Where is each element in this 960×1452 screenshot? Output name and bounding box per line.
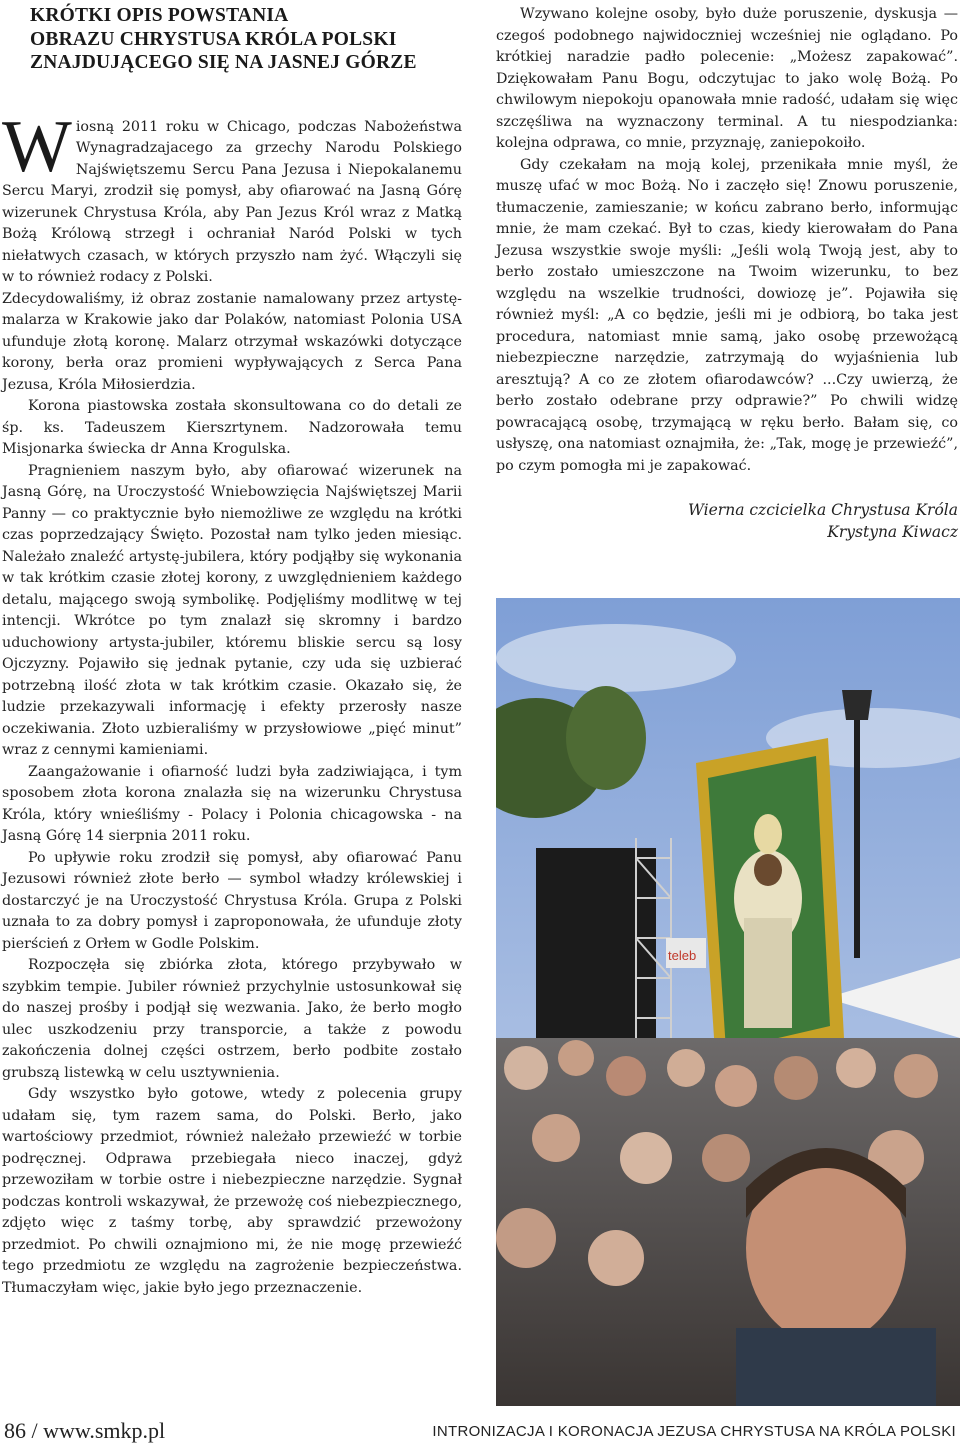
- banner-text: teleb: [668, 948, 697, 963]
- paragraph: Zaangażowanie i ofiarność ludzi była zadziwiająca, i tym sposobem złota korona znalazła się na wizerunku Chrystusa Króla, który wnieśliśmy - Polacy i Polonia chicagowska - na Jasną Górę 14 sierpnia 2011 roku.: [2, 763, 462, 844]
- first-paragraph: [2, 105, 462, 289]
- foreground-shirt: [736, 1328, 936, 1406]
- left-body-text: [2, 105, 462, 1300]
- photo-illustration: [496, 598, 960, 1406]
- site-link[interactable]: www.smkp.pl: [43, 1418, 166, 1443]
- paragraph: Gdy wszystko było gotowe, wtedy z polecenia grupy udałam się, tym razem sama, do Polski. Berło, jako wartościowy przedmiot, również należało przewieźć w torbie podręcznej. Odprawa przebiegała nieco inaczej, gdyż przewoziłam w torbie ostre i niebezpieczne narzędzie. Sygnał podczas kontroli wskazywał, że przewożę coś niebezpiecznego, zdjęto więc z taśmy torbę, aby sprawdzić przewożony przedmiot. Po chwili oznajmiono mi, że nie mogę przewieźć tego przedmiotu ze względu na zagrożenie bezpieczeństwa. Tłumaczyłam więc, jakie było jego przeznaczenie.: [2, 1086, 462, 1296]
- christ-face: [754, 854, 782, 886]
- drop-cap: W: [2, 105, 72, 188]
- paragraph: Korona piastowska została skonsultowana co do detali ze śp. ks. Tadeuszem Kierszrtynem. Nadzorowała temu Misjonarka świecka dr Anna Krogulska.: [2, 398, 462, 457]
- paragraph: Pragnieniem naszym było, aby ofiarować wizerunek na Jasną Górę, na Uroczystość Wniebowzięcia Najświętszej Marii Panny — co praktycznie było niemożliwe ze względu na krótki czas poprzedzający Święto. Pozostał nam tylko jeden miesiąc. Należało znaleźć artystę-jubilera, który podjąłby się wykonania w tak krótkim czasie złotej korony, z uwzględnieniem każdego detalu, mającego swoją symbolikę. Podjęliśmy modlitwę w tej intencji. Wkrótce po tym znalazł się skromny i bardzo uduchowiony artysta-jubiler, któremu bliskie sercu są losy Ojczyzny. Pojawiło się jednak pytanie, czy uda się uzbierać potrzebną ilość złota w tak krótkim czasie. Okazało się, że ludzie przekazywali informację i efekty przerosły nasze oczekiwania. Złoto uzbieraliśmy w przysłowiowe „pięć minut” wraz z cennymi kamieniami.: [2, 462, 462, 758]
- paragraph: Zdecydowaliśmy, iż obraz zostanie namalowany przez artystę-malarza w Krakowie jako dar Polaków, natomiast Polonia USA ufunduje złotą koronę. Malarz otrzymał wskazówki dotyczące korony, berła oraz promieni wypływających z Serca Pana Jezusa, Króla Miłosierdzia.: [2, 290, 462, 393]
- right-body-text: [496, 4, 958, 477]
- article-title: [30, 4, 462, 75]
- running-title: INTRONIZACJA I KORONACJA JEZUSA CHRYSTUSA NA KRÓLA POLSKI: [432, 1423, 956, 1440]
- right-column: [496, 0, 958, 543]
- first-paragraph-text: iosną 2011 roku w Chicago, podczas Nabożeństwa Wynagradzajacego za grzechy Narodu Polskiego Najświętszemu Sercu Pana Jezusa i Niepokalanemu Sercu Maryi, zrodził się pomysł, aby ofiarować na Jasną Górę wizerunek Chrystusa Króla, aby Pan Jezus Król wraz z Matką Bożą Królową strzegł i ochraniał Naród Polski w tych niełatwych czasach, w których przyszło nam żyć. Włączyli się w to również rodacy z Polski.: [2, 118, 462, 285]
- page-footer: [0, 1418, 960, 1452]
- mitre-crown: [754, 814, 782, 854]
- paragraph: Rozpoczęła się zbiórka złota, którego przybywało w szybkim tempie. Jubiler również przychylnie ustosunkował się do naszej prośby i podjął się wezwania. Jako, że berło mogło ulec uszkodzeniu przy transporcie, a także z powodu zakończenia dolnej części ostrzem, berło podbite zostało grubszą listewką w celu usztywnienia.: [2, 957, 462, 1081]
- paragraph: Gdy czekałam na moją kolej, przenikała mnie myśl, że muszę ufać w moc Bożą. No i zaczęło się! Znowu poruszenie, tłumaczenie, zamieszanie; w końcu zabrano berło, informując mnie, że mam czekać. Był to czas, kiedy kierowałam do Pana Jezusa wszystkie swoje myśli: „Jeśli wolą Twoją jest, aby to berło zostało umieszczone na Twoim wizerunku, to bez względu na wszelkie trudności, dowiozę je”. Pojawiła się również myśl: „A co będzie, jeśli mi je odbiorą, bo taka jest procedura, natomiast mnie samą, jako osobę przewożącą niebezpieczne narzędzie, zatrzymają do wyjaśnienia lub aresztują? A co ze złotem ofiarodawców? ...Czy uwierzą, że berło zostało odebrane przy odprawie?” Po chwili widzę powracającą osobę, trzymającą w ręku berło. Bałam się, co usłyszę, ona natomiast oznajmiła, że: „Tak, mogę je przewieźć”, po czym pomogła mi je zapakować.: [496, 156, 958, 474]
- cloud: [496, 624, 736, 692]
- lamp-post: [854, 718, 860, 958]
- title-line: ZNAJDUJĄCEGO SIĘ NA JASNEJ GÓRZE: [30, 52, 417, 73]
- footer-separator: /: [31, 1418, 38, 1443]
- page-number-block: [4, 1418, 165, 1444]
- procession-photo: [496, 598, 960, 1406]
- lamp: [842, 690, 872, 720]
- tree: [566, 686, 646, 790]
- signature-name: Krystyna Kiwacz: [827, 523, 958, 541]
- title-line: OBRAZU CHRYSTUSA KRÓLA POLSKI: [30, 28, 397, 50]
- signature-line: Wierna czcicielka Chrystusa Króla: [688, 501, 958, 519]
- title-line: KRÓTKI OPIS POWSTANIA: [30, 5, 289, 26]
- christ-robe: [744, 918, 792, 1028]
- signature: [496, 499, 958, 543]
- page-number: 86: [4, 1418, 26, 1443]
- stage-screen: [536, 848, 656, 1058]
- left-column: [2, 0, 462, 1299]
- paragraph: Wzywano kolejne osoby, było duże poruszenie, dyskusja — czegoś podobnego najwidoczniej wcześniej nie oglądano. Po krótkiej naradzie padło polecenie: „Możesz zapakować”. Dziękowałam Panu Bogu, odczytujac to jako wolę Bożą. Po chwilowym niepokoju opanowała mnie radość, udałam się więc szczęśliwa na wyznaczony terminal. A tu niespodzianka: kolejna odprawa, co mnie, przyznaję, zaniepokoiło.: [496, 6, 958, 151]
- paragraph: Po upływie roku zrodził się pomysł, aby ofiarować Panu Jezusowi również złote berło — symbol władzy królewskiej i dostarczyć je na Uroczystość Chrystusa Króla. Grupa z Polski uznała to za dobry pomysł i zaproponowała, że ufunduje złoty pierścień z Orłem w Godle Polskim.: [2, 849, 462, 952]
